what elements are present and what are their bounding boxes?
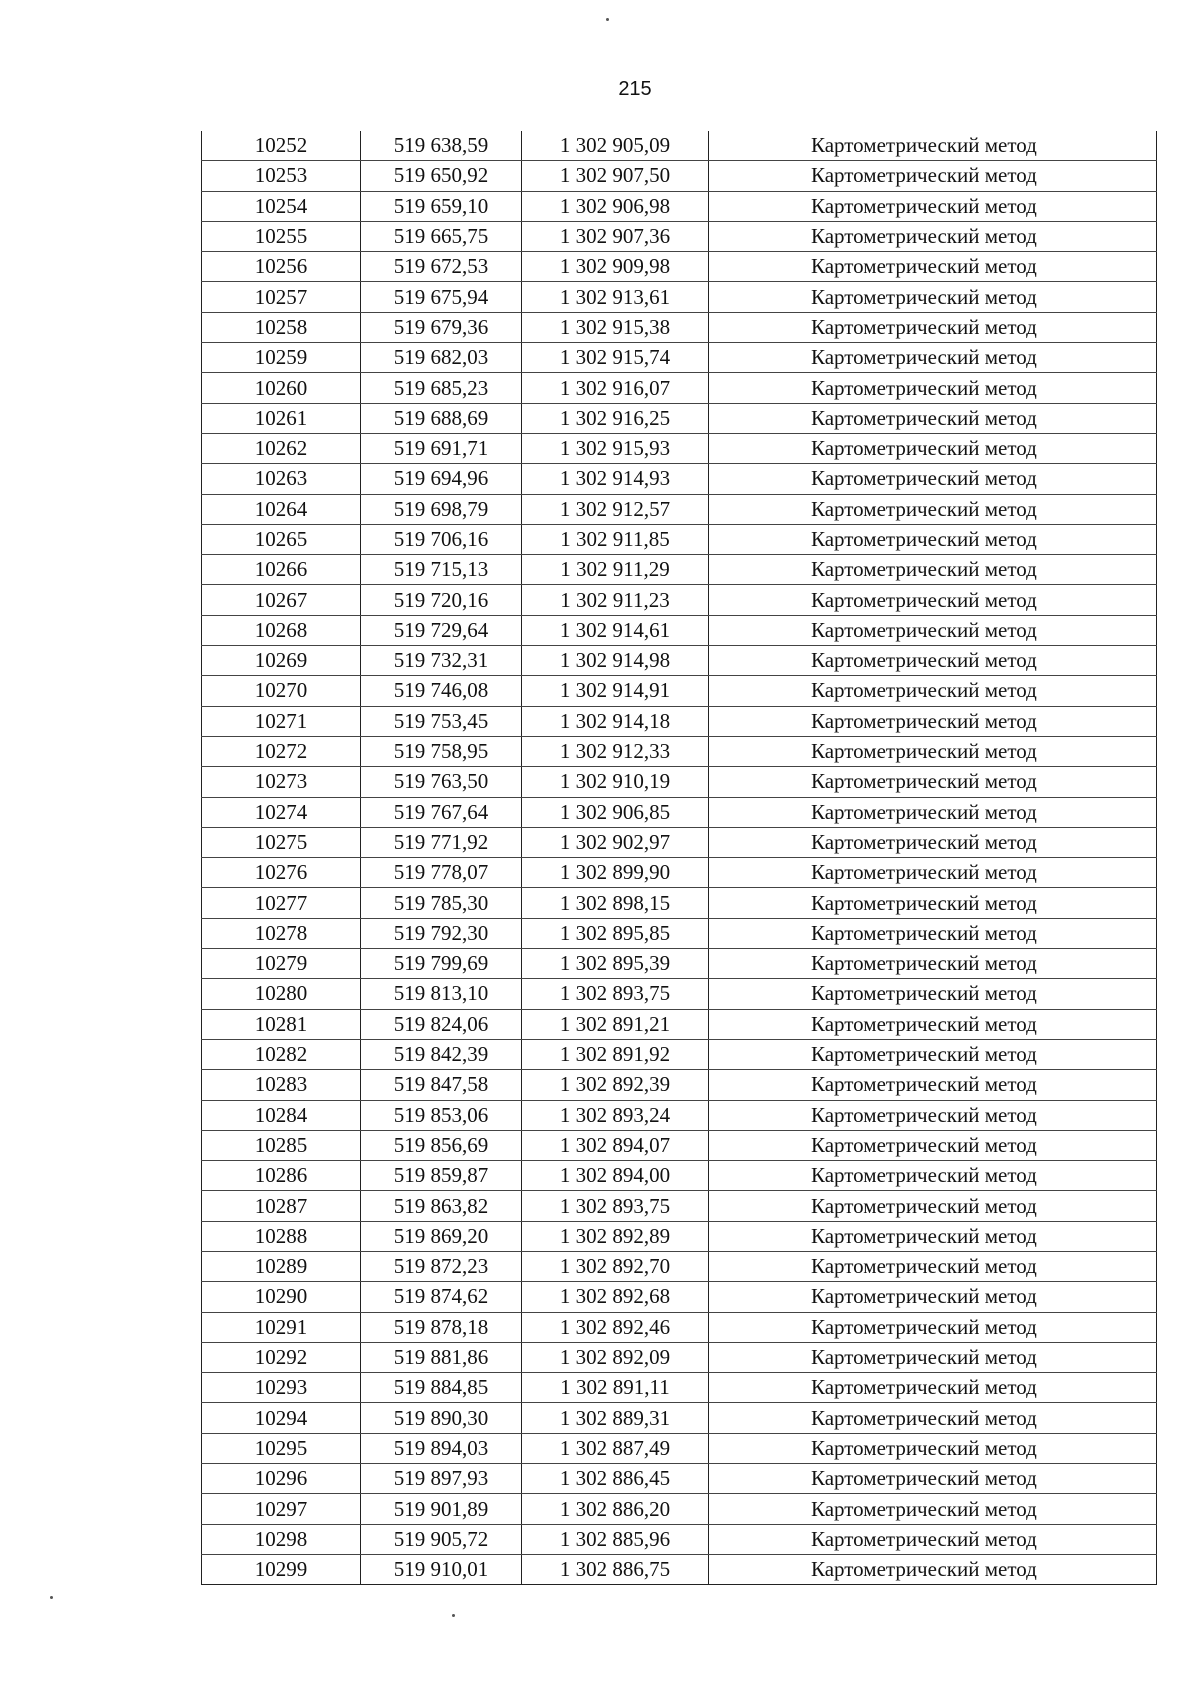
x-coordinate-cell: 519 813,10	[361, 979, 522, 1009]
y-coordinate-cell: 1 302 906,98	[522, 191, 709, 221]
y-coordinate-cell: 1 302 911,23	[522, 585, 709, 615]
point-id-cell: 10265	[202, 524, 361, 554]
table-row	[202, 282, 1157, 312]
point-id-cell: 10262	[202, 433, 361, 463]
y-coordinate-cell: 1 302 911,29	[522, 555, 709, 585]
table-row	[202, 1312, 1157, 1342]
method-cell: Картометрический метод	[709, 888, 1157, 918]
y-coordinate-cell: 1 302 912,57	[522, 494, 709, 524]
y-coordinate-cell: 1 302 914,91	[522, 676, 709, 706]
point-id-cell: 10297	[202, 1494, 361, 1524]
point-id-cell: 10264	[202, 494, 361, 524]
table-row	[202, 1554, 1157, 1584]
point-id-cell: 10253	[202, 161, 361, 191]
table-row	[202, 1251, 1157, 1281]
method-cell: Картометрический метод	[709, 131, 1157, 161]
y-coordinate-cell: 1 302 892,39	[522, 1070, 709, 1100]
x-coordinate-cell: 519 758,95	[361, 736, 522, 766]
table-row	[202, 949, 1157, 979]
y-coordinate-cell: 1 302 891,21	[522, 1009, 709, 1039]
x-coordinate-cell: 519 881,86	[361, 1342, 522, 1372]
point-id-cell: 10292	[202, 1342, 361, 1372]
point-id-cell: 10289	[202, 1251, 361, 1281]
method-cell: Картометрический метод	[709, 585, 1157, 615]
point-id-cell: 10283	[202, 1070, 361, 1100]
point-id-cell: 10257	[202, 282, 361, 312]
y-coordinate-cell: 1 302 899,90	[522, 858, 709, 888]
point-id-cell: 10263	[202, 464, 361, 494]
point-id-cell: 10284	[202, 1100, 361, 1130]
point-id-cell: 10266	[202, 555, 361, 585]
y-coordinate-cell: 1 302 886,75	[522, 1554, 709, 1584]
point-id-cell: 10256	[202, 252, 361, 282]
point-id-cell: 10274	[202, 797, 361, 827]
table-row	[202, 888, 1157, 918]
y-coordinate-cell: 1 302 906,85	[522, 797, 709, 827]
y-coordinate-cell: 1 302 909,98	[522, 252, 709, 282]
method-cell: Картометрический метод	[709, 918, 1157, 948]
point-id-cell: 10282	[202, 1039, 361, 1069]
scan-speck	[50, 1596, 53, 1599]
table-row	[202, 1039, 1157, 1069]
point-id-cell: 10279	[202, 949, 361, 979]
x-coordinate-cell: 519 824,06	[361, 1009, 522, 1039]
method-cell: Картометрический метод	[709, 282, 1157, 312]
coordinates-table	[201, 131, 1157, 1585]
coordinates-table-body	[202, 131, 1157, 1585]
point-id-cell: 10290	[202, 1282, 361, 1312]
method-cell: Картометрический метод	[709, 1312, 1157, 1342]
method-cell: Картометрический метод	[709, 221, 1157, 251]
x-coordinate-cell: 519 785,30	[361, 888, 522, 918]
method-cell: Картометрический метод	[709, 252, 1157, 282]
y-coordinate-cell: 1 302 907,50	[522, 161, 709, 191]
method-cell: Картометрический метод	[709, 1342, 1157, 1372]
point-id-cell: 10258	[202, 312, 361, 342]
method-cell: Картометрический метод	[709, 1251, 1157, 1281]
point-id-cell: 10255	[202, 221, 361, 251]
table-row	[202, 1433, 1157, 1463]
x-coordinate-cell: 519 859,87	[361, 1161, 522, 1191]
method-cell: Картометрический метод	[709, 1433, 1157, 1463]
y-coordinate-cell: 1 302 915,93	[522, 433, 709, 463]
x-coordinate-cell: 519 715,13	[361, 555, 522, 585]
point-id-cell: 10278	[202, 918, 361, 948]
x-coordinate-cell: 519 650,92	[361, 161, 522, 191]
table-row	[202, 1130, 1157, 1160]
scan-speck	[606, 18, 609, 21]
y-coordinate-cell: 1 302 910,19	[522, 767, 709, 797]
x-coordinate-cell: 519 863,82	[361, 1191, 522, 1221]
method-cell: Картометрический метод	[709, 1070, 1157, 1100]
x-coordinate-cell: 519 659,10	[361, 191, 522, 221]
x-coordinate-cell: 519 694,96	[361, 464, 522, 494]
table-row	[202, 736, 1157, 766]
point-id-cell: 10287	[202, 1191, 361, 1221]
table-row	[202, 797, 1157, 827]
y-coordinate-cell: 1 302 892,89	[522, 1221, 709, 1251]
y-coordinate-cell: 1 302 891,92	[522, 1039, 709, 1069]
x-coordinate-cell: 519 698,79	[361, 494, 522, 524]
x-coordinate-cell: 519 910,01	[361, 1554, 522, 1584]
table-row	[202, 1161, 1157, 1191]
x-coordinate-cell: 519 688,69	[361, 403, 522, 433]
x-coordinate-cell: 519 874,62	[361, 1282, 522, 1312]
point-id-cell: 10280	[202, 979, 361, 1009]
y-coordinate-cell: 1 302 915,74	[522, 343, 709, 373]
y-coordinate-cell: 1 302 914,18	[522, 706, 709, 736]
page-number: 215	[618, 78, 652, 100]
y-coordinate-cell: 1 302 889,31	[522, 1403, 709, 1433]
point-id-cell: 10296	[202, 1464, 361, 1494]
method-cell: Картометрический метод	[709, 1221, 1157, 1251]
y-coordinate-cell: 1 302 892,68	[522, 1282, 709, 1312]
point-id-cell: 10285	[202, 1130, 361, 1160]
x-coordinate-cell: 519 792,30	[361, 918, 522, 948]
point-id-cell: 10261	[202, 403, 361, 433]
method-cell: Картометрический метод	[709, 1009, 1157, 1039]
method-cell: Картометрический метод	[709, 555, 1157, 585]
point-id-cell: 10272	[202, 736, 361, 766]
y-coordinate-cell: 1 302 891,11	[522, 1373, 709, 1403]
y-coordinate-cell: 1 302 914,98	[522, 646, 709, 676]
method-cell: Картометрический метод	[709, 1100, 1157, 1130]
method-cell: Картометрический метод	[709, 1373, 1157, 1403]
x-coordinate-cell: 519 901,89	[361, 1494, 522, 1524]
method-cell: Картометрический метод	[709, 1191, 1157, 1221]
method-cell: Картометрический метод	[709, 949, 1157, 979]
point-id-cell: 10281	[202, 1009, 361, 1039]
x-coordinate-cell: 519 853,06	[361, 1100, 522, 1130]
x-coordinate-cell: 519 753,45	[361, 706, 522, 736]
method-cell: Картометрический метод	[709, 494, 1157, 524]
point-id-cell: 10271	[202, 706, 361, 736]
point-id-cell: 10269	[202, 646, 361, 676]
table-row	[202, 979, 1157, 1009]
y-coordinate-cell: 1 302 914,61	[522, 615, 709, 645]
method-cell: Картометрический метод	[709, 1403, 1157, 1433]
x-coordinate-cell: 519 884,85	[361, 1373, 522, 1403]
table-row	[202, 1373, 1157, 1403]
x-coordinate-cell: 519 842,39	[361, 1039, 522, 1069]
table-row	[202, 221, 1157, 251]
scan-speck	[452, 1614, 455, 1617]
x-coordinate-cell: 519 675,94	[361, 282, 522, 312]
y-coordinate-cell: 1 302 895,39	[522, 949, 709, 979]
x-coordinate-cell: 519 638,59	[361, 131, 522, 161]
table-row	[202, 403, 1157, 433]
method-cell: Картометрический метод	[709, 979, 1157, 1009]
y-coordinate-cell: 1 302 885,96	[522, 1524, 709, 1554]
y-coordinate-cell: 1 302 887,49	[522, 1433, 709, 1463]
method-cell: Картометрический метод	[709, 736, 1157, 766]
point-id-cell: 10254	[202, 191, 361, 221]
table-row	[202, 585, 1157, 615]
x-coordinate-cell: 519 869,20	[361, 1221, 522, 1251]
point-id-cell: 10288	[202, 1221, 361, 1251]
table-row	[202, 1464, 1157, 1494]
x-coordinate-cell: 519 778,07	[361, 858, 522, 888]
point-id-cell: 10268	[202, 615, 361, 645]
y-coordinate-cell: 1 302 892,09	[522, 1342, 709, 1372]
table-row	[202, 918, 1157, 948]
table-row	[202, 615, 1157, 645]
table-row	[202, 1342, 1157, 1372]
x-coordinate-cell: 519 720,16	[361, 585, 522, 615]
table-row	[202, 676, 1157, 706]
method-cell: Картометрический метод	[709, 161, 1157, 191]
point-id-cell: 10276	[202, 858, 361, 888]
y-coordinate-cell: 1 302 913,61	[522, 282, 709, 312]
table-row	[202, 767, 1157, 797]
method-cell: Картометрический метод	[709, 1464, 1157, 1494]
x-coordinate-cell: 519 872,23	[361, 1251, 522, 1281]
table-row	[202, 343, 1157, 373]
table-row	[202, 827, 1157, 857]
method-cell: Картометрический метод	[709, 464, 1157, 494]
table-row	[202, 1494, 1157, 1524]
x-coordinate-cell: 519 679,36	[361, 312, 522, 342]
y-coordinate-cell: 1 302 907,36	[522, 221, 709, 251]
point-id-cell: 10286	[202, 1161, 361, 1191]
point-id-cell: 10267	[202, 585, 361, 615]
point-id-cell: 10299	[202, 1554, 361, 1584]
method-cell: Картометрический метод	[709, 524, 1157, 554]
method-cell: Картометрический метод	[709, 433, 1157, 463]
table-row	[202, 706, 1157, 736]
y-coordinate-cell: 1 302 912,33	[522, 736, 709, 766]
y-coordinate-cell: 1 302 902,97	[522, 827, 709, 857]
point-id-cell: 10259	[202, 343, 361, 373]
y-coordinate-cell: 1 302 893,75	[522, 979, 709, 1009]
table-row	[202, 252, 1157, 282]
y-coordinate-cell: 1 302 916,25	[522, 403, 709, 433]
table-row	[202, 1282, 1157, 1312]
y-coordinate-cell: 1 302 886,45	[522, 1464, 709, 1494]
x-coordinate-cell: 519 763,50	[361, 767, 522, 797]
table-row	[202, 191, 1157, 221]
table-row	[202, 1403, 1157, 1433]
table-row	[202, 1221, 1157, 1251]
x-coordinate-cell: 519 691,71	[361, 433, 522, 463]
method-cell: Картометрический метод	[709, 1039, 1157, 1069]
method-cell: Картометрический метод	[709, 646, 1157, 676]
point-id-cell: 10291	[202, 1312, 361, 1342]
table-row	[202, 1070, 1157, 1100]
x-coordinate-cell: 519 894,03	[361, 1433, 522, 1463]
table-row	[202, 464, 1157, 494]
method-cell: Картометрический метод	[709, 767, 1157, 797]
point-id-cell: 10260	[202, 373, 361, 403]
table-row	[202, 131, 1157, 161]
y-coordinate-cell: 1 302 915,38	[522, 312, 709, 342]
point-id-cell: 10294	[202, 1403, 361, 1433]
point-id-cell: 10252	[202, 131, 361, 161]
x-coordinate-cell: 519 897,93	[361, 1464, 522, 1494]
y-coordinate-cell: 1 302 893,75	[522, 1191, 709, 1221]
method-cell: Картометрический метод	[709, 797, 1157, 827]
table-row	[202, 433, 1157, 463]
method-cell: Картометрический метод	[709, 1554, 1157, 1584]
method-cell: Картометрический метод	[709, 312, 1157, 342]
y-coordinate-cell: 1 302 886,20	[522, 1494, 709, 1524]
y-coordinate-cell: 1 302 898,15	[522, 888, 709, 918]
x-coordinate-cell: 519 890,30	[361, 1403, 522, 1433]
y-coordinate-cell: 1 302 894,00	[522, 1161, 709, 1191]
y-coordinate-cell: 1 302 914,93	[522, 464, 709, 494]
point-id-cell: 10298	[202, 1524, 361, 1554]
table-row	[202, 646, 1157, 676]
table-row	[202, 373, 1157, 403]
y-coordinate-cell: 1 302 905,09	[522, 131, 709, 161]
method-cell: Картометрический метод	[709, 676, 1157, 706]
x-coordinate-cell: 519 706,16	[361, 524, 522, 554]
method-cell: Картометрический метод	[709, 1161, 1157, 1191]
y-coordinate-cell: 1 302 892,46	[522, 1312, 709, 1342]
table-row	[202, 1524, 1157, 1554]
method-cell: Картометрический метод	[709, 1494, 1157, 1524]
y-coordinate-cell: 1 302 895,85	[522, 918, 709, 948]
x-coordinate-cell: 519 856,69	[361, 1130, 522, 1160]
x-coordinate-cell: 519 729,64	[361, 615, 522, 645]
y-coordinate-cell: 1 302 916,07	[522, 373, 709, 403]
table-row	[202, 858, 1157, 888]
point-id-cell: 10273	[202, 767, 361, 797]
table-row	[202, 1100, 1157, 1130]
method-cell: Картометрический метод	[709, 827, 1157, 857]
x-coordinate-cell: 519 685,23	[361, 373, 522, 403]
y-coordinate-cell: 1 302 893,24	[522, 1100, 709, 1130]
table-row	[202, 161, 1157, 191]
method-cell: Картометрический метод	[709, 1524, 1157, 1554]
y-coordinate-cell: 1 302 892,70	[522, 1251, 709, 1281]
table-row	[202, 1191, 1157, 1221]
method-cell: Картометрический метод	[709, 706, 1157, 736]
method-cell: Картометрический метод	[709, 191, 1157, 221]
point-id-cell: 10275	[202, 827, 361, 857]
table-row	[202, 555, 1157, 585]
table-row	[202, 494, 1157, 524]
method-cell: Картометрический метод	[709, 373, 1157, 403]
point-id-cell: 10293	[202, 1373, 361, 1403]
method-cell: Картометрический метод	[709, 1282, 1157, 1312]
x-coordinate-cell: 519 746,08	[361, 676, 522, 706]
x-coordinate-cell: 519 767,64	[361, 797, 522, 827]
table-row	[202, 312, 1157, 342]
x-coordinate-cell: 519 905,72	[361, 1524, 522, 1554]
x-coordinate-cell: 519 799,69	[361, 949, 522, 979]
x-coordinate-cell: 519 771,92	[361, 827, 522, 857]
x-coordinate-cell: 519 665,75	[361, 221, 522, 251]
table-row	[202, 524, 1157, 554]
method-cell: Картометрический метод	[709, 343, 1157, 373]
method-cell: Картометрический метод	[709, 615, 1157, 645]
x-coordinate-cell: 519 672,53	[361, 252, 522, 282]
table-row	[202, 1009, 1157, 1039]
x-coordinate-cell: 519 878,18	[361, 1312, 522, 1342]
method-cell: Картометрический метод	[709, 403, 1157, 433]
point-id-cell: 10270	[202, 676, 361, 706]
x-coordinate-cell: 519 847,58	[361, 1070, 522, 1100]
method-cell: Картометрический метод	[709, 858, 1157, 888]
x-coordinate-cell: 519 732,31	[361, 646, 522, 676]
x-coordinate-cell: 519 682,03	[361, 343, 522, 373]
y-coordinate-cell: 1 302 911,85	[522, 524, 709, 554]
method-cell: Картометрический метод	[709, 1130, 1157, 1160]
point-id-cell: 10277	[202, 888, 361, 918]
point-id-cell: 10295	[202, 1433, 361, 1463]
y-coordinate-cell: 1 302 894,07	[522, 1130, 709, 1160]
